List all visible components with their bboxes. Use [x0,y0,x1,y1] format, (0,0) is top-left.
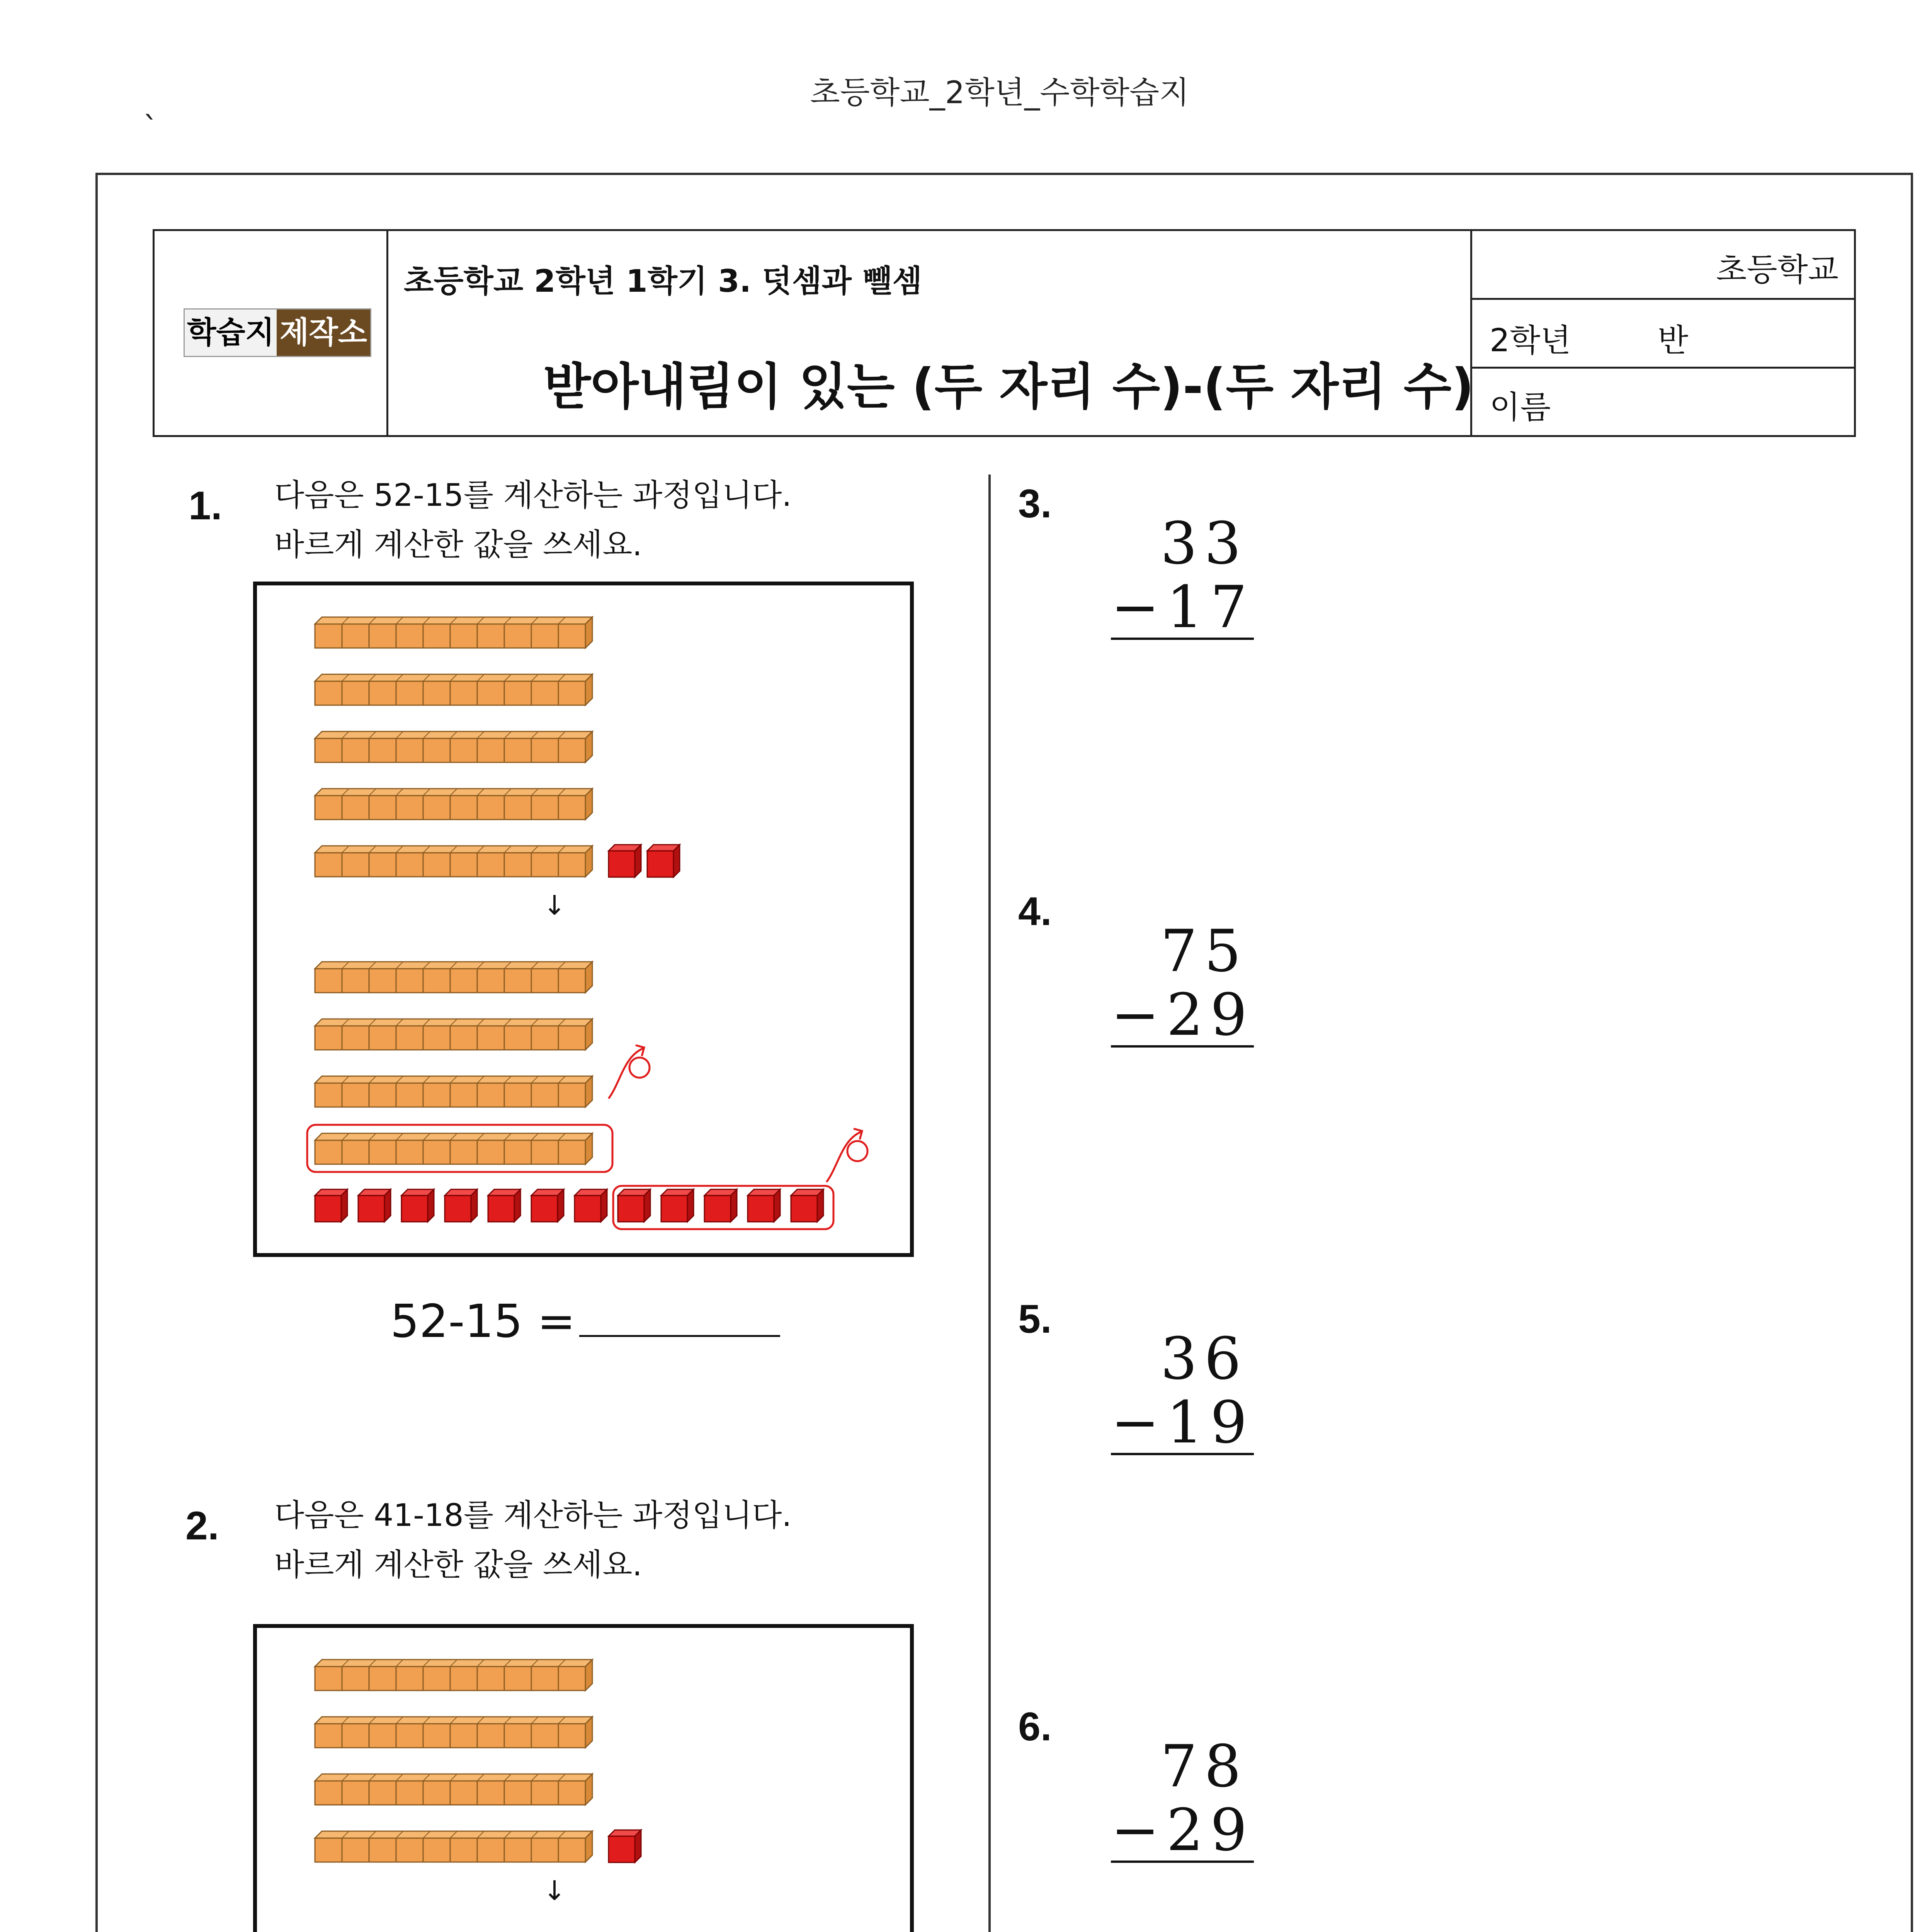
class-label: 반 [1658,322,1689,359]
q1-ten-rod [315,617,592,648]
q1-unit-cube [531,1189,564,1222]
problem-3-subtraction [1111,510,1254,640]
name-row [1472,369,1856,437]
problem-4-subtrahend: 29 [1166,981,1254,1049]
column-divider [988,474,991,1932]
minus-sign-icon: − [1111,1389,1167,1456]
logo-part-1: 학습지 [185,310,277,356]
logo-part-2: 제작소 [277,310,370,356]
q1-unit-cube [618,1189,650,1222]
q1-figure [253,582,914,1257]
q1-arrow-down-icon: ↓ [543,889,566,921]
q1-removed-arrow-icon [827,1129,867,1182]
q2-text [274,1491,792,1590]
q1-ten-rod [315,846,592,877]
q1-equation [390,1294,780,1348]
student-info [1470,231,1856,435]
q1-answer-blank[interactable] [579,1296,780,1337]
minus-sign-icon: − [1111,1797,1167,1864]
worksheet-subtitle: 초등학교 2학년 1학기 3. 덧셈과 뺄셈 [404,263,922,299]
q2-ten-rod [315,1660,592,1690]
problem-4-number: 4. [1018,889,1052,934]
q1-ten-rod [315,674,592,705]
problem-6-subtrahend: 29 [1166,1797,1254,1864]
q1-unit-cube [358,1189,391,1222]
q1-equation-text: 52-15 = [390,1294,576,1348]
q1-ten-rod [315,731,592,762]
problem-5-minuend: 36 [1160,1325,1248,1393]
problem-5-number: 5. [1018,1297,1052,1342]
problem-5-subtrahend: 19 [1166,1389,1254,1456]
q1-blocks-svg [257,585,910,1253]
logo-cell [155,231,388,435]
q2-blocks-svg [257,1628,910,1932]
q1-unit-cube [748,1189,780,1222]
q1-unit-cube [315,1189,347,1222]
problem-5 [1018,1296,1254,1456]
q1-ten-rod [315,962,592,993]
q2-ten-rod [315,1717,592,1748]
q2-figure [253,1624,914,1932]
q1-unit-cube [704,1189,737,1222]
q1-line-1: 다음은 52-15를 계산하는 과정입니다. [274,477,792,513]
header-title: 초등학교_2학년_수학학습지 [810,75,1189,111]
problem-3-subtrahend: 17 [1166,574,1254,641]
q1-ten-rod [315,1019,592,1050]
minus-sign-icon: − [1111,981,1167,1049]
problem-3 [1018,481,1254,641]
q2-ten-rod [315,1774,592,1805]
problem-6 [1018,1704,1254,1864]
q1-number: 1. [189,483,222,528]
problem-3-minuend: 33 [1160,510,1248,577]
problem-4-subtraction [1111,918,1254,1048]
problem-5-subtraction [1111,1325,1254,1455]
grade-row [1472,300,1856,369]
problem-6-minuend: 78 [1160,1733,1248,1800]
q1-unit-cube [401,1189,434,1222]
q1-ten-rod [315,1133,592,1164]
worksheet-title: 받아내림이 있는 (두 자리 수)-(두 자리 수) [543,358,1474,416]
q1-unit-cube [575,1189,607,1222]
q2-unit-cube [609,1830,641,1862]
brand-logo [184,308,371,357]
q1-unit-cube [445,1189,477,1222]
problem-4 [1018,889,1254,1049]
q1-unit-cube [647,845,680,877]
q1-unit-cube [661,1189,694,1222]
q1-ten-rod [315,1076,592,1107]
problem-4-minuend: 75 [1160,918,1248,985]
worksheet-header [153,229,1856,437]
school-label: 초등학교 [1716,252,1838,288]
q2-arrow-down-icon: ↓ [543,1875,566,1906]
q1-text [274,471,792,570]
q2-blocks [307,1660,824,1932]
q2-ten-rod [315,1831,592,1862]
problem-6-subtraction [1111,1733,1254,1863]
school-row [1472,231,1856,300]
problem-6-number: 6. [1018,1704,1052,1749]
q1-unit-cube [609,845,641,877]
q1-blocks [307,617,867,1229]
grade-label: 2학년 [1490,322,1571,359]
q2-line-2: 바르게 계산한 값을 쓰세요. [274,1547,642,1583]
q1-ten-rod [315,789,592,820]
problem-3-number: 3. [1018,481,1052,526]
q1-regroup-arrow-icon [609,1045,650,1099]
minus-sign-icon: − [1111,574,1167,641]
q2-line-1: 다음은 41-18를 계산하는 과정입니다. [274,1497,792,1533]
q1-line-2: 바르게 계산한 값을 쓰세요. [274,527,642,563]
q1-unit-cube [488,1189,520,1222]
q1-unit-cube [791,1189,823,1222]
stray-mark: ` [143,110,158,146]
name-label: 이름 [1490,389,1551,426]
q2-number: 2. [185,1503,219,1548]
